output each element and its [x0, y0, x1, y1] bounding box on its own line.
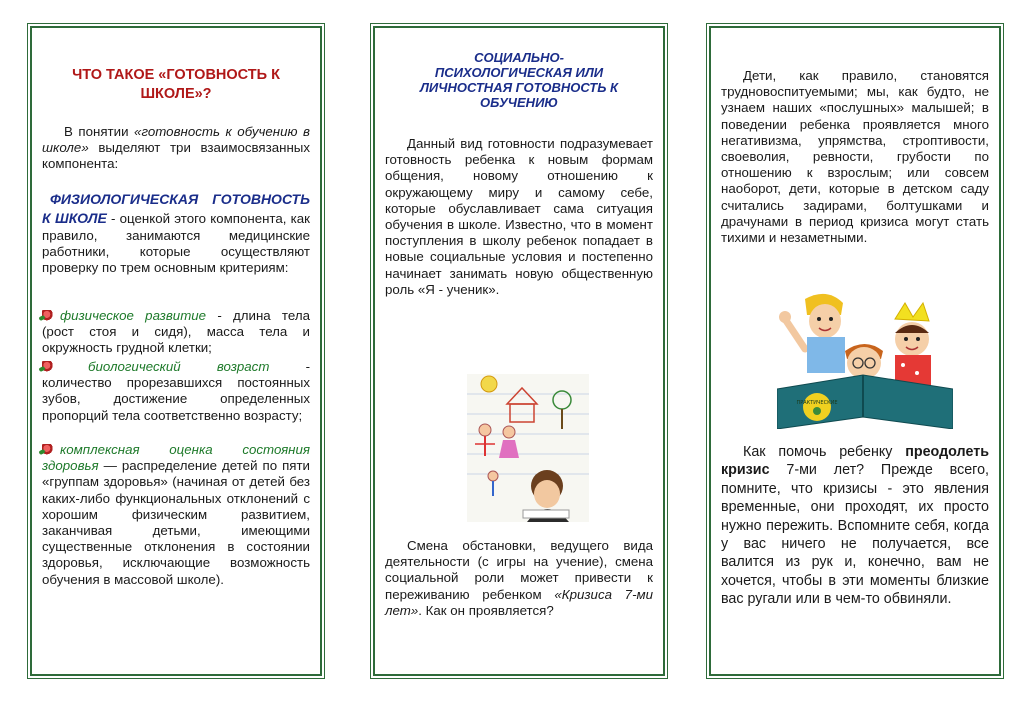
panel2-para2: Смена обстановки, ведущего вида деятельности (с игры на учение), смена социальной роли может привести к переживанию ребенком «Кризиса 7-ми лет». Как он проявляется? [385, 538, 654, 618]
crisis-term: «Кризиса 7-ми лет» [385, 586, 654, 618]
panel1-title: ЧТО ТАКОЕ «ГОТОВНОСТЬ К ШКОЛЕ»? [72, 67, 280, 102]
criterion3-label: комплексная оценка состояния здоровья [42, 442, 310, 474]
criterion-health: комплексная оценка состояния здоровья — распределение детей по пяти «группам здоровья» (начиная от детей без каких-либо функциональных отклонений с хорошим физическим развитием, заканчивая детьми, имеющими существенные отклонения в состоянии здоровья, исключающие возможность обучения в массовой школе). [42, 442, 310, 587]
physio-text: - оценкой этого компонента, как правило, занимаются медицинские работники, которые осуществляют проверку по трем основным критериям: [42, 211, 310, 276]
children-reading-illustration [777, 293, 953, 429]
flower-bullet-icon [42, 444, 54, 455]
intro-term: «готовность к обучению в школе» [42, 124, 310, 156]
book-cover-label: ПРАКТИЧЕСКИЕ [796, 400, 838, 406]
panel-readiness-intro [30, 26, 322, 676]
physio-heading: ФИЗИОЛОГИЧЕСКАЯ ГОТОВНОСТЬ К ШКОЛЕ [42, 191, 310, 226]
panel-crisis-help [709, 26, 1001, 676]
panel3-para1: Дети, как правило, становятся трудновоспитуемыми; мы, как будто, не узнаем наших «послушных» малышей; в поведении ребенка проявляется много негативизма, упрямства, строптивости, своеволия, ревности, грубости по отношению к взрослым; или совсем наоборот, дети, которые в детском саду считались задирами, болтушками и драчунами в период кризиса могут стать тихими и незаметными. [721, 68, 989, 246]
criterion-bio-age: биологический возраст - количество прорезавшихся постоянных зубов, достижение определенных пропорций тела соответственно возрасту; [42, 359, 310, 423]
overcome-crisis-term: преодолеть кризис [721, 444, 989, 479]
panel1-intro: В понятии «готовность к обучению в школе» выделяют три взаимосвязанных компонента: [42, 124, 310, 172]
panel3-para2: Как помочь ребенку преодолеть кризис 7-ми лет? Прежде всего, помните, что кризисы - это явления временные, они проходят, их просто нужно пережить. Вспомните себя, когда у вас ничего не получается, все валится из рук и, конечно, вам не хочется, чтобы в эти моменты близкие вас ругали или в чем-то обвиняли. [721, 444, 989, 608]
criterion1-label: физическое развитие [60, 308, 207, 323]
panel-social-readiness [373, 26, 665, 676]
flower-bullet-icon [42, 361, 54, 372]
panel2-para1: Данный вид готовности подразумевает готовность ребенка к новым формам общения, новому отношению к окружающему миру и самому себе, которые обуславливает сама ситуация обучения в школе. Известно, что в момент поступления в школу ребенок попадает в новые социальные условия и постепенно начинает занимать новую общественную роль «Я - ученик». [385, 136, 653, 297]
panel2-title: СОЦИАЛЬНО-ПСИХОЛОГИЧЕСКАЯ ИЛИ ЛИЧНОСТНАЯ ГОТОВНОСТЬ К ОБУЧЕНИЮ [419, 50, 618, 110]
criterion2-label: биологический возраст [88, 359, 270, 374]
child-drawing-illustration [467, 374, 589, 522]
flower-bullet-icon [42, 310, 54, 321]
criterion-physical: физическое развитие - длина тела (рост стоя и сидя), масса тела и окружность грудной клетки; [42, 308, 310, 356]
physio-section [42, 190, 310, 277]
